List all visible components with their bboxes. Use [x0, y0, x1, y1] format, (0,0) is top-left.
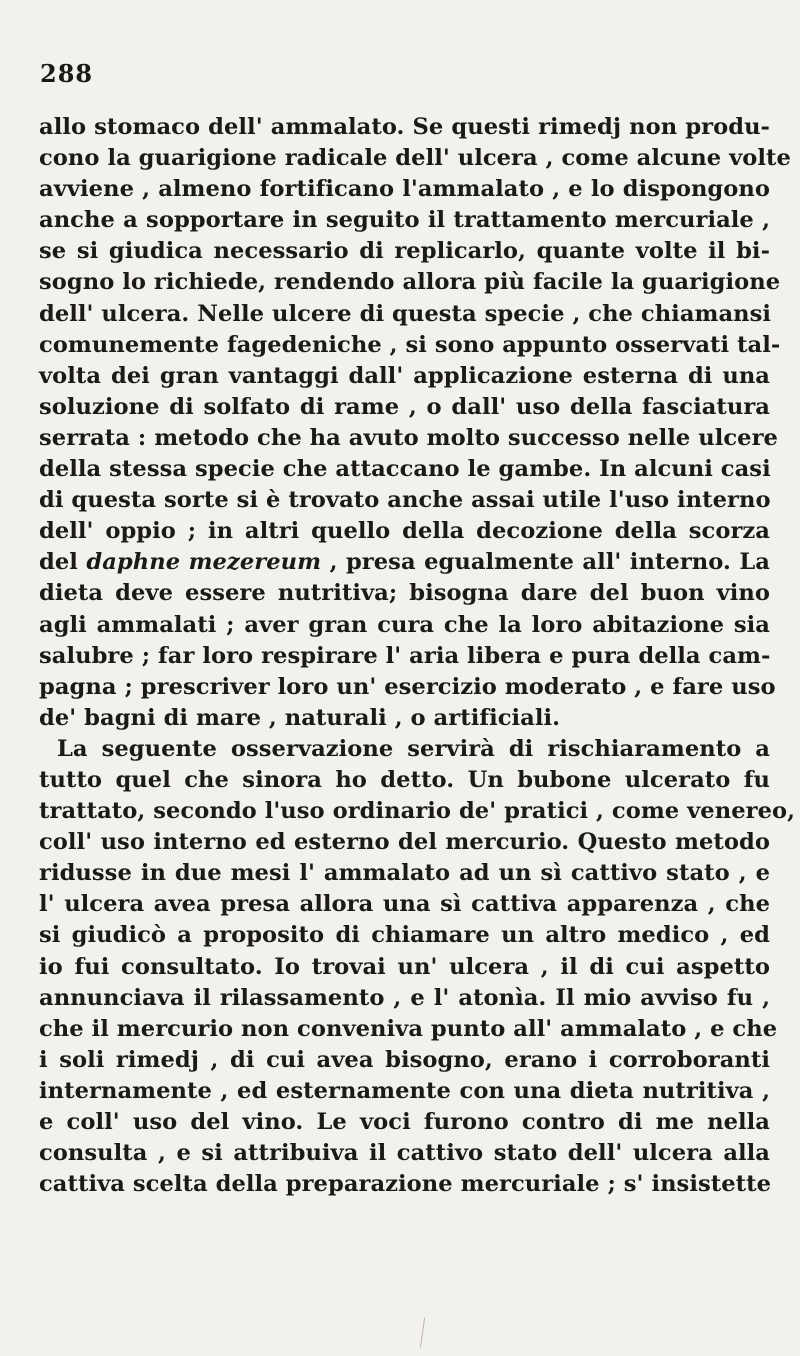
text-line: tutto quel che sinora ho detto. Un bubone ulcerato fu	[39, 766, 770, 793]
text-line: cattiva scelta della preparazione mercuriale ; s' insistette	[39, 1171, 772, 1198]
text-line: consulta , e si attribuiva il cattivo stato dell' ulcera alla	[39, 1140, 770, 1167]
italic-term: daphne mezereum	[86, 549, 322, 576]
text-line: annunciava il rilassamento , e l' atonìa. Il mio avviso fu ,	[39, 984, 770, 1011]
text-line: dieta deve essere nutritiva; bisogna dare del buon vino	[39, 580, 770, 607]
text-line: che il mercurio non conveniva punto all' ammalato , e che	[39, 1015, 778, 1042]
text-line: coll' uso interno ed esterno del mercurio. Questo metodo	[39, 829, 770, 856]
text-line: i soli rimedj , di cui avea bisogno, erano i corroboranti	[39, 1046, 770, 1073]
text-line: dell' ulcera. Nelle ulcere di questa specie , che chiamansi	[39, 300, 772, 327]
text-line: La seguente osservazione servirà di rischiaramento a	[57, 735, 770, 762]
text-line: cono la guarigione radicale dell' ulcera , come alcune volte	[39, 145, 791, 172]
text-line: ridusse in due mesi l' ammalato ad un sì cattivo stato , e	[39, 860, 770, 887]
text-line: allo stomaco dell' ammalato. Se questi rimedj non produ-	[39, 114, 770, 140]
text-line: di questa sorte si è trovato anche assai utile l'uso interno	[39, 487, 771, 514]
text-line: trattato, secondo l'uso ordinario de' pratici , come venereo,	[39, 798, 796, 825]
text-line: salubre ; far loro respirare l' aria libera e pura della cam-	[39, 642, 771, 669]
text-line: l' ulcera avea presa allora una sì cattiva apparenza , che	[39, 891, 770, 918]
text-line: del daphne mezereum , presa egualmente all' interno. La	[39, 549, 770, 576]
pencil-mark	[420, 1318, 429, 1348]
text-line: internamente , ed esternamente con una dieta nutritiva ,	[39, 1077, 770, 1104]
text-line: comunemente fagedeniche , si sono appunto osservati tal-	[39, 331, 781, 358]
text-line: anche a sopportare in seguito il trattamento mercuriale ,	[39, 207, 770, 234]
page-number: 288	[40, 59, 94, 88]
text-line: si giudicò a proposito di chiamare un altro medico , ed	[39, 922, 770, 949]
text-line: de' bagni di mare , naturali , o artificiali.	[39, 704, 561, 731]
text-line: io fui consultato. Io trovai un' ulcera , il di cui aspetto	[39, 953, 770, 980]
text-line: dell' oppio ; in altri quello della decozione della scorza	[39, 518, 770, 545]
text-line: serrata : metodo che ha avuto molto successo nelle ulcere	[39, 424, 778, 451]
text-line: volta dei gran vantaggi dall' applicazione esterna di una	[39, 362, 770, 389]
text-line: soluzione di solfato di rame , o dall' uso della fasciatura	[39, 393, 770, 420]
text-line: avviene , almeno fortificano l'ammalato , e lo dispongono	[39, 176, 770, 203]
body-text	[39, 112, 796, 1200]
text-line: e coll' uso del vino. Le voci furono contro di me nella	[39, 1109, 770, 1135]
text-line: se si giudica necessario di replicarlo, quante volte il bi-	[39, 238, 770, 265]
text-line: pagna ; prescriver loro un' esercizio moderato , e fare uso	[39, 673, 776, 700]
text-line: agli ammalati ; aver gran cura che la loro abitazione sia	[39, 611, 770, 638]
text-line: della stessa specie che attaccano le gambe. In alcuni casi	[39, 456, 771, 483]
text-line: sogno lo richiede, rendendo allora più facile la guarigione	[39, 269, 781, 296]
